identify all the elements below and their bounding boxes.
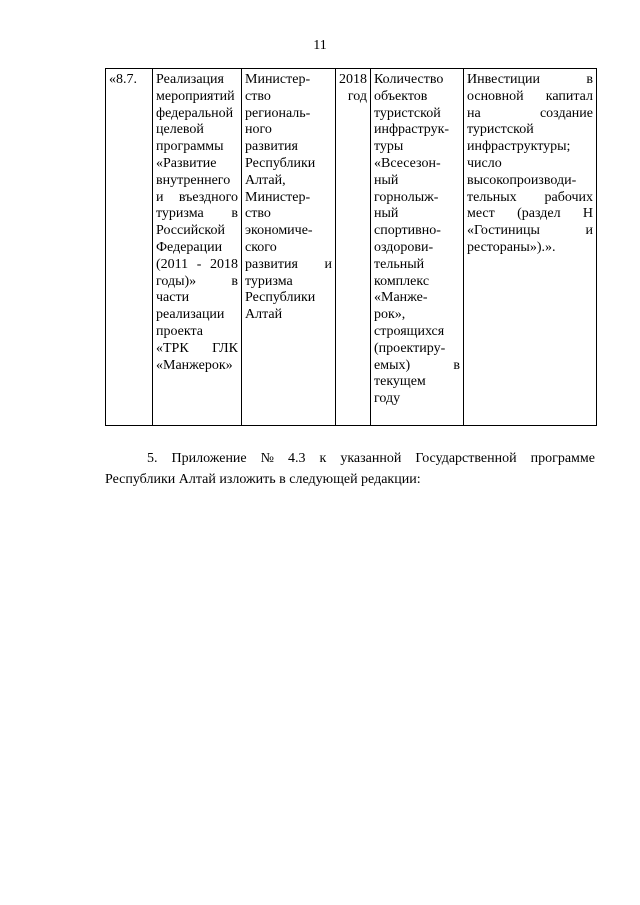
cell-line: [374, 240, 460, 257]
cell-line: [245, 274, 332, 291]
cell-line: [245, 156, 332, 173]
cell-word: тельный: [374, 256, 425, 272]
cell-line: [156, 240, 238, 257]
cell-line: [374, 341, 460, 358]
cell-word: экономиче-: [245, 223, 313, 239]
cell-word: внутреннего: [156, 172, 231, 188]
cell-word: ство: [245, 206, 271, 222]
cell-word: Алтай,: [245, 172, 286, 188]
cell-word: Н: [582, 206, 593, 222]
cell-word: «Манжерок»: [156, 357, 233, 373]
year-cell: [336, 69, 371, 426]
item-number: «8.7.: [109, 72, 137, 87]
cell-line: [156, 324, 238, 341]
cell-line: [467, 223, 593, 240]
cell-line: [156, 139, 238, 156]
cell-word: федеральной: [156, 105, 234, 121]
cell-line: [156, 206, 238, 223]
cell-line: [156, 122, 238, 139]
cell-word: «Гостиницы: [467, 223, 540, 239]
cell-word: комплекс: [374, 273, 430, 289]
cell-line: [374, 274, 460, 291]
cell-line: [156, 173, 238, 190]
cell-word: ный: [374, 206, 399, 222]
cell-word: ство: [245, 88, 271, 104]
cell-line: [245, 307, 332, 324]
cell-word: создание: [539, 105, 593, 121]
executor-cell: [242, 69, 336, 426]
cell-word: развития: [245, 139, 298, 155]
cell-word: «Развитие: [156, 155, 217, 171]
cell-line: [245, 190, 332, 207]
cell-word: емых): [374, 357, 411, 373]
cell-line: [156, 341, 238, 358]
cell-word: Алтай: [245, 307, 283, 323]
cell-word: в: [453, 357, 460, 373]
cell-word: ГЛК: [212, 340, 238, 356]
cell-line: [467, 190, 593, 207]
cell-line: [374, 391, 460, 408]
cell-word: и: [156, 189, 164, 205]
cell-line: [467, 206, 593, 223]
paragraph-word: 4.3: [288, 451, 306, 466]
cell-word: Российской: [156, 223, 225, 239]
paragraph-word: 5.: [147, 451, 158, 466]
cell-word: (2011: [156, 256, 189, 272]
amendment-paragraph: [105, 448, 595, 490]
paragraph-word: №: [260, 451, 274, 466]
executor-text: [245, 72, 332, 324]
cell-line: [156, 257, 238, 274]
item-number-cell: [106, 69, 153, 426]
cell-line: [374, 156, 460, 173]
result-cell: [464, 69, 597, 426]
cell-word: Инвестиции: [467, 72, 540, 87]
cell-word: мест: [467, 206, 495, 222]
cell-word: региональ-: [245, 105, 311, 121]
cell-word: оздорови-: [374, 239, 434, 255]
cell-line: [245, 106, 332, 123]
cell-line: [374, 223, 460, 240]
cell-line: [374, 122, 460, 139]
paragraph-word: программе: [530, 451, 595, 466]
cell-word: текущем: [374, 374, 426, 390]
cell-line: [467, 89, 593, 106]
cell-line: [374, 358, 460, 375]
paragraph-word: Государственной: [415, 451, 517, 466]
cell-word: развития: [245, 256, 298, 272]
paragraph-line-1: [105, 448, 595, 469]
program-table: [105, 68, 597, 426]
cell-word: инфраструк-: [374, 122, 450, 138]
cell-word: Федерации: [156, 239, 223, 255]
cell-word: «Всесезон-: [374, 155, 441, 171]
cell-word: и: [324, 256, 332, 272]
cell-word: в: [231, 273, 238, 289]
year-value: 2018: [339, 72, 367, 87]
cell-word: рестораны»).».: [467, 239, 556, 255]
cell-line: [245, 223, 332, 240]
cell-word: туристской: [467, 122, 534, 138]
cell-word: высокопроизводи-: [467, 172, 577, 188]
cell-line: [156, 274, 238, 291]
cell-line: [467, 173, 593, 190]
cell-line: [374, 257, 460, 274]
cell-word: части: [156, 290, 190, 306]
cell-line: [374, 72, 460, 89]
cell-line: [156, 190, 238, 207]
cell-word: в: [231, 206, 238, 222]
cell-word: туризма: [156, 206, 204, 222]
cell-word: туристской: [374, 105, 441, 121]
paragraph-word: к: [319, 451, 327, 466]
cell-word: число: [467, 155, 502, 171]
cell-word: Количество: [374, 72, 444, 87]
event-cell: [153, 69, 242, 426]
cell-word: годы)»: [156, 273, 197, 289]
cell-word: спортивно-: [374, 223, 441, 239]
cell-word: (раздел: [517, 206, 561, 222]
cell-line: [374, 324, 460, 341]
cell-line: [374, 190, 460, 207]
paragraph-word: указанной: [340, 451, 402, 466]
cell-line: [156, 72, 238, 89]
indicator-text: [374, 72, 460, 408]
cell-line: [156, 358, 238, 375]
cell-line: [156, 106, 238, 123]
cell-word: Министер-: [245, 72, 311, 87]
cell-line: [245, 72, 332, 89]
cell-line: [374, 307, 460, 324]
event-text: [156, 72, 238, 374]
cell-line: [156, 307, 238, 324]
cell-line: [245, 122, 332, 139]
cell-word: ный: [374, 172, 399, 188]
cell-word: реализации: [156, 307, 225, 323]
cell-word: на: [467, 105, 481, 121]
cell-word: Республики: [245, 290, 316, 306]
cell-word: Реализация: [156, 72, 224, 87]
paragraph-word: Приложение: [171, 451, 247, 466]
cell-word: основной: [467, 88, 524, 104]
cell-word: туры: [374, 139, 404, 155]
cell-word: «ТРК: [156, 340, 189, 356]
paragraph-line-2: Республики Алтай изложить в следующей редакции:: [105, 472, 421, 487]
cell-line: [374, 290, 460, 307]
cell-word: проекта: [156, 323, 203, 339]
cell-word: в: [586, 72, 593, 87]
indicator-cell: [371, 69, 464, 426]
cell-line: [374, 139, 460, 156]
cell-line: [374, 106, 460, 123]
cell-line: [245, 89, 332, 106]
cell-line: [467, 106, 593, 123]
cell-word: туризма: [245, 273, 293, 289]
cell-line: [245, 173, 332, 190]
cell-word: ского: [245, 239, 277, 255]
cell-word: -: [196, 256, 202, 272]
cell-word: мероприятий: [156, 88, 235, 104]
cell-word: рабочих: [544, 189, 593, 205]
cell-line: [467, 122, 593, 139]
year-unit: год: [347, 88, 367, 104]
cell-word: рок»,: [374, 307, 406, 323]
cell-word: 2018: [209, 256, 238, 272]
result-text: [467, 72, 593, 257]
cell-line: [245, 257, 332, 274]
table-row: [106, 69, 597, 426]
cell-word: инфраструктуры;: [467, 139, 571, 155]
cell-line: [374, 173, 460, 190]
cell-line: [156, 290, 238, 307]
cell-word: горнолыж-: [374, 189, 439, 205]
cell-word: Республики: [245, 155, 316, 171]
cell-word: ного: [245, 122, 272, 138]
cell-line: [245, 139, 332, 156]
cell-word: капитал: [545, 88, 593, 104]
cell-line: [245, 240, 332, 257]
cell-line: [374, 206, 460, 223]
cell-line: [156, 223, 238, 240]
cell-word: строящихся: [374, 323, 445, 339]
cell-word: Министер-: [245, 189, 311, 205]
cell-word: году: [374, 391, 401, 407]
cell-line: [374, 374, 460, 391]
cell-line: [245, 290, 332, 307]
cell-line: [156, 89, 238, 106]
cell-line: [156, 156, 238, 173]
cell-word: целевой: [156, 122, 204, 138]
cell-word: тельных: [467, 189, 517, 205]
cell-line: [467, 156, 593, 173]
cell-word: въездного: [178, 189, 238, 205]
cell-line: [467, 72, 593, 89]
cell-word: и: [585, 223, 593, 239]
cell-line: [467, 240, 593, 257]
cell-line: [245, 206, 332, 223]
cell-word: программы: [156, 139, 224, 155]
cell-word: «Манже-: [374, 290, 428, 306]
page-number: 11: [313, 38, 327, 53]
cell-word: (проектиру-: [374, 340, 446, 356]
cell-word: объектов: [374, 88, 428, 104]
cell-line: [467, 139, 593, 156]
cell-line: [374, 89, 460, 106]
